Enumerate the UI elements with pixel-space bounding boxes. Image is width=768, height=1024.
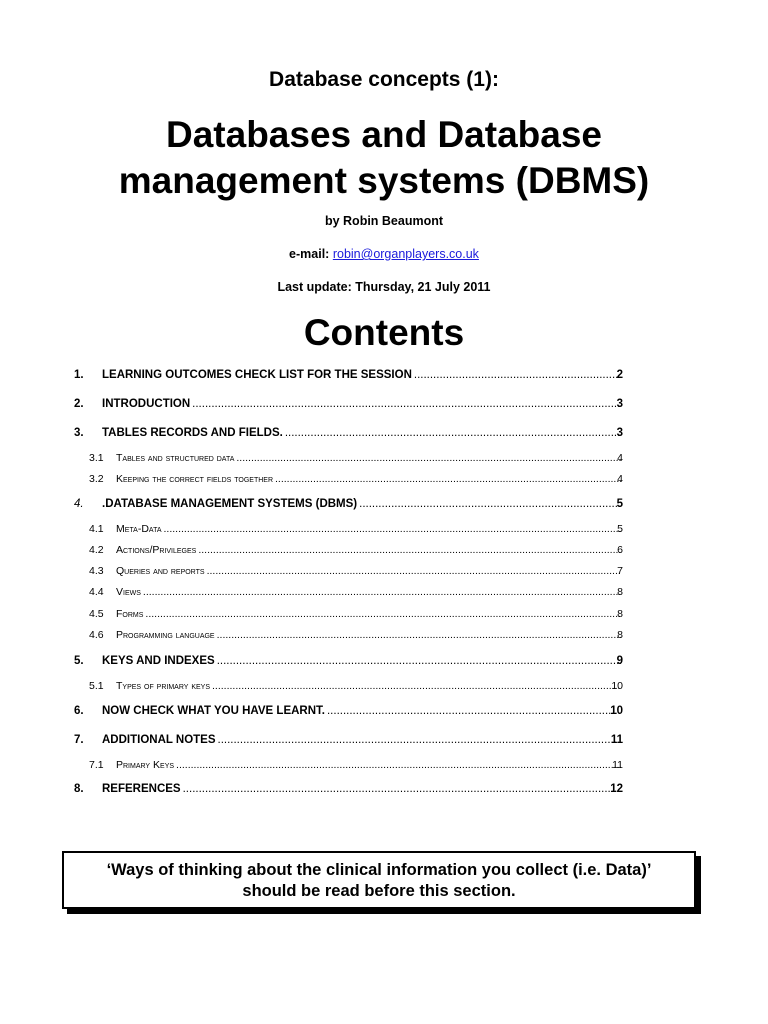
toc-entry-page: 6 xyxy=(617,544,623,556)
toc-entry-page: 10 xyxy=(610,705,623,717)
toc-leader-dots xyxy=(275,473,621,485)
toc-entry-number: 5. xyxy=(74,655,84,667)
toc-entry-number: 5.1 xyxy=(89,680,104,692)
document-title xyxy=(0,112,768,204)
note-line-2: should be read before this section. xyxy=(242,882,516,900)
toc-entry-number: 1. xyxy=(74,369,84,381)
toc-leader-dots xyxy=(414,369,621,381)
toc-leader-dots xyxy=(218,734,621,746)
toc-leader-dots xyxy=(217,629,621,641)
last-update-line: Last update: Thursday, 21 July 2011 xyxy=(277,280,491,294)
toc-entry-page: 8 xyxy=(617,629,623,641)
toc-entry-title: INTRODUCTION xyxy=(102,398,191,410)
toc-entry-3-2[interactable] xyxy=(0,473,768,489)
toc-entry-4-5[interactable] xyxy=(0,608,768,624)
toc-entry-number: 8. xyxy=(74,783,84,795)
toc-entry-title: Actions/Privileges xyxy=(116,544,197,556)
toc-entry-number: 3.1 xyxy=(89,452,104,464)
toc-entry-number: 4.2 xyxy=(89,544,104,556)
reading-prerequisite-note xyxy=(62,851,696,909)
author-line: by Robin Beaumont xyxy=(324,214,444,228)
toc-entry-page: 5 xyxy=(616,498,623,510)
toc-entry-number: 7. xyxy=(74,734,84,746)
toc-entry-page: 10 xyxy=(611,680,623,692)
toc-leader-dots xyxy=(207,565,621,577)
toc-leader-dots xyxy=(176,759,621,771)
toc-entry-title: Views xyxy=(116,586,141,598)
document-title-line-1: Databases and Database xyxy=(166,114,602,155)
contents-heading: Contents xyxy=(303,312,465,353)
toc-entry-3-1[interactable] xyxy=(0,452,768,468)
toc-entry-page: 11 xyxy=(610,734,623,746)
toc-entry-8[interactable] xyxy=(0,783,768,799)
document-title-line-2: management systems (DBMS) xyxy=(118,160,650,201)
toc-entry-page: 11 xyxy=(612,759,623,771)
toc-entry-number: 6. xyxy=(74,705,84,717)
toc-entry-number: 4.1 xyxy=(89,523,104,535)
toc-entry-number: 3. xyxy=(74,427,84,439)
toc-entry-page: 9 xyxy=(616,655,623,667)
email-link[interactable]: robin@organplayers.co.uk xyxy=(332,247,479,261)
toc-entry-7-1[interactable] xyxy=(0,759,768,775)
toc-entry-page: 4 xyxy=(617,452,623,464)
toc-entry-number: 4.6 xyxy=(89,629,104,641)
toc-entry-page: 12 xyxy=(610,783,623,795)
toc-entry-title: ADDITIONAL NOTES xyxy=(102,734,216,746)
toc-entry-title: Forms xyxy=(116,608,144,620)
toc-entry-title: TABLES RECORDS AND FIELDS. xyxy=(102,427,283,439)
note-line-1: ‘Ways of thinking about the clinical information you collect (i.e. Data)’ xyxy=(106,861,652,879)
toc-entry-title: KEYS AND INDEXES xyxy=(102,655,215,667)
toc-entry-number: 4.3 xyxy=(89,565,104,577)
toc-leader-dots xyxy=(236,452,621,464)
toc-entry-title: Types of primary keys xyxy=(116,680,211,692)
toc-leader-dots xyxy=(327,705,621,717)
toc-entry-4[interactable] xyxy=(0,498,768,514)
toc-leader-dots xyxy=(164,523,622,535)
toc-entry-6[interactable] xyxy=(0,705,768,721)
document-subtitle: Database concepts (1): xyxy=(269,68,499,91)
toc-entry-page: 2 xyxy=(616,369,623,381)
toc-entry-4-3[interactable] xyxy=(0,565,768,581)
toc-entry-page: 5 xyxy=(617,523,623,535)
toc-entry-5-1[interactable] xyxy=(0,680,768,696)
toc-entry-3[interactable] xyxy=(0,427,768,443)
email-label: e-mail: xyxy=(289,247,330,261)
toc-entry-title: Keeping the correct fields together xyxy=(116,473,274,485)
toc-entry-page: 4 xyxy=(617,473,623,485)
toc-leader-dots xyxy=(143,586,621,598)
toc-entry-page: 7 xyxy=(617,565,623,577)
toc-entry-title: LEARNING OUTCOMES CHECK LIST FOR THE SESSION xyxy=(102,369,412,381)
toc-entry-number: 4.5 xyxy=(89,608,104,620)
toc-entry-page: 3 xyxy=(616,398,623,410)
toc-entry-title: Primary Keys xyxy=(116,759,175,771)
toc-entry-number: 4.4 xyxy=(89,586,104,598)
toc-entry-1[interactable] xyxy=(0,369,768,385)
toc-entry-title: REFERENCES xyxy=(102,783,181,795)
toc-entry-4-1[interactable] xyxy=(0,523,768,539)
toc-entry-2[interactable] xyxy=(0,398,768,414)
email-line xyxy=(0,247,768,261)
toc-entry-4-2[interactable] xyxy=(0,544,768,560)
toc-entry-number: 2. xyxy=(74,398,84,410)
toc-entry-title: NOW CHECK WHAT YOU HAVE LEARNT. xyxy=(102,705,325,717)
toc-leader-dots xyxy=(217,655,621,667)
toc-entry-number: 4. xyxy=(74,498,84,510)
toc-entry-title: Programming language xyxy=(116,629,215,641)
toc-entry-number: 3.2 xyxy=(89,473,104,485)
toc-leader-dots xyxy=(198,544,621,556)
toc-entry-7[interactable] xyxy=(0,734,768,750)
toc-entry-page: 8 xyxy=(617,586,623,598)
toc-leader-dots xyxy=(359,498,621,510)
toc-leader-dots xyxy=(285,427,621,439)
toc-entry-number: 7.1 xyxy=(89,759,104,771)
toc-leader-dots xyxy=(145,608,621,620)
toc-entry-title: Tables and structured data xyxy=(116,452,235,464)
toc-entry-page: 3 xyxy=(616,427,623,439)
toc-entry-4-4[interactable] xyxy=(0,586,768,602)
toc-entry-title: Meta-Data xyxy=(116,523,162,535)
toc-leader-dots xyxy=(192,398,621,410)
toc-entry-title: .DATABASE MANAGEMENT SYSTEMS (DBMS) xyxy=(102,498,358,510)
toc-entry-page: 8 xyxy=(617,608,623,620)
toc-leader-dots xyxy=(212,680,621,692)
toc-entry-4-6[interactable] xyxy=(0,629,768,645)
toc-entry-5[interactable] xyxy=(0,655,768,671)
toc-leader-dots xyxy=(183,783,621,795)
toc-entry-title: Queries and reports xyxy=(116,565,205,577)
